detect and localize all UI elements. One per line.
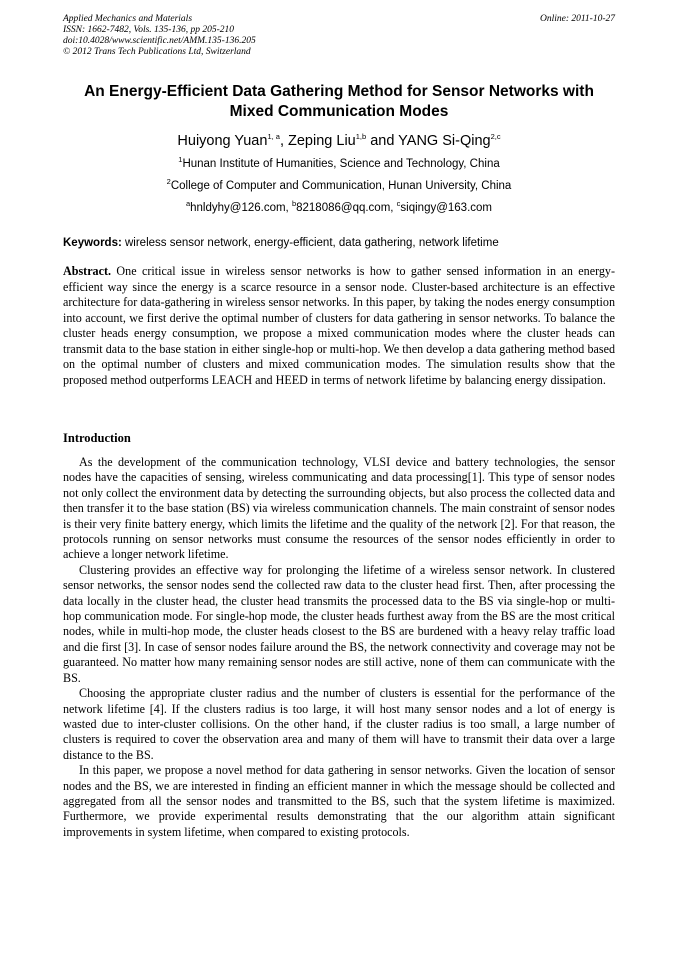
abstract-label: Abstract.: [63, 264, 112, 278]
email-a: hnldyhy@126.com,: [190, 202, 292, 214]
email-b-mark: b: [291, 199, 297, 209]
intro-paragraph-3: Choosing the appropriate cluster radius and the number of clusters is essential for the performance of the network lifetime [4]. If the clusters radius is too large, it will host many sensor nodes and a lot of energy is wasted due to inter-cluster collisions. On the other hand, if the cluster radius is too small, a large number of clusters is required to cover the observation area and many of them will have to transmit their data over a large distance to the BS.: [63, 686, 615, 762]
title-line-2: Mixed Communication Modes: [229, 103, 449, 120]
keywords-label: Keywords:: [63, 237, 122, 249]
journal-header: [63, 14, 615, 58]
author-emails: [63, 201, 615, 215]
author-3-affiliation-mark: 2,c: [490, 132, 501, 142]
doi-line: doi:10.4028/www.scientific.net/AMM.135-136.205: [63, 36, 256, 46]
author-1: Huiyong Yuan: [177, 133, 268, 149]
email-c: siqingy@163.com: [400, 202, 493, 214]
issn-line: ISSN: 1662-7482, Vols. 135-136, pp 205-210: [63, 25, 234, 35]
affiliation-2: [63, 179, 615, 193]
keywords-text: wireless sensor network, energy-efficient, data gathering, network lifetime: [121, 237, 499, 249]
keywords-line: [63, 236, 615, 250]
author-2-affiliation-mark: 1,b: [355, 132, 367, 142]
introduction-heading: Introduction: [63, 431, 131, 445]
author-separator: ,: [279, 133, 289, 149]
paper-title: [63, 82, 615, 122]
intro-paragraph-2: Clustering provides an effective way for prolonging the lifetime of a wireless sensor network. In clustered sensor networks, the sensor nodes send the collected raw data to the cluster head first. Then, after processing the data locally in the cluster head, the cluster head transmits the processed data to the BS via single-hop or multi-hop communication mode. For single-hop mode, the cluster heads furthest away from the BS are the most critical nodes, while in multi-hop mode, the cluster heads closest to the BS are burdened with a heavy relay traffic load and die first [3]. In case of sensor nodes failure around the BS, the network connectivity and coverage may not be guaranteed. No matter how many remaining sensor nodes are still active, none of them can communicate with the BS.: [63, 562, 615, 685]
journal-name: Applied Mechanics and Materials: [63, 14, 193, 24]
title-line-1: An Energy-Efficient Data Gathering Method for Sensor Networks with: [84, 83, 594, 100]
author-3: YANG Si-Qing: [398, 133, 491, 149]
email-a-mark: a: [185, 199, 191, 209]
abstract-paragraph: [63, 264, 615, 388]
affiliation-1: [63, 157, 615, 171]
email-c-mark: c: [396, 199, 401, 209]
intro-paragraph-4: In this paper, we propose a novel method for data gathering in sensor networks. Given the location of sensor nodes and the BS, we are interested in finding an efficient manner in which the message should be collected and aggregated from all the sensor nodes and transmitted to the BS, such that the system lifetime is maximized. Furthermore, we provide experimental results demonstrating that the our algorithm attain significant improvements in system lifetime, when compared to existing protocols.: [63, 763, 615, 839]
author-separator-and: and: [366, 133, 399, 149]
online-date: Online: 2011-10-27: [539, 14, 615, 24]
intro-paragraph-1: As the development of the communication technology, VLSI device and battery technologies, the sensor nodes have the capacities of sensing, wireless communicating and data processing[1]. This type of sensor nodes not only collect the environment data by detecting the surrounding objects, but also process the collected data and then transfer it to the base station (BS) via wireless communication channels. The main constraint of sensor nodes is their very finite battery energy, which limits the lifetime and the quality of the network [2]. For that reason, the protocols running on sensor networks must consume the resources of the sensor nodes efficiently in order to achieve a longer network lifetime.: [63, 455, 615, 562]
author-list: [63, 132, 615, 150]
affiliation-2-text: College of Computer and Communication, Hunan University, China: [170, 180, 512, 192]
copyright-line: © 2012 Trans Tech Publications Ltd, Switzerland: [63, 47, 251, 57]
email-b: 8218086@qq.com,: [296, 202, 397, 214]
affiliation-1-text: Hunan Institute of Humanities, Science and Technology, China: [182, 158, 500, 170]
author-1-affiliation-mark: 1, a: [267, 132, 280, 142]
abstract-text: One critical issue in wireless sensor networks is how to gather sensed information in an energy-efficient way since the energy is a scarce resource in a sensor node. Cluster-based architecture is an effective architecture for data-gathering in wireless sensor networks. In this paper, by taking the nodes energy consumption into account, we first derive the optimal number of clusters for data gathering in sensor networks. To balance the cluster heads energy consumption, we propose a mixed communication modes where the cluster heads can transmit data to the base station in either single-hop or multi-hop. We then develop a data gathering method based on the optimal number of clusters and mixed communication modes. The simulation results show that the proposed method outperforms LEACH and HEED in terms of network lifetime by balancing energy dissipation.: [63, 264, 615, 387]
introduction-body: [63, 455, 615, 840]
affiliation-2-mark: 2: [166, 177, 171, 187]
author-2: Zeping Liu: [288, 133, 356, 149]
affiliation-1-mark: 1: [178, 155, 183, 165]
